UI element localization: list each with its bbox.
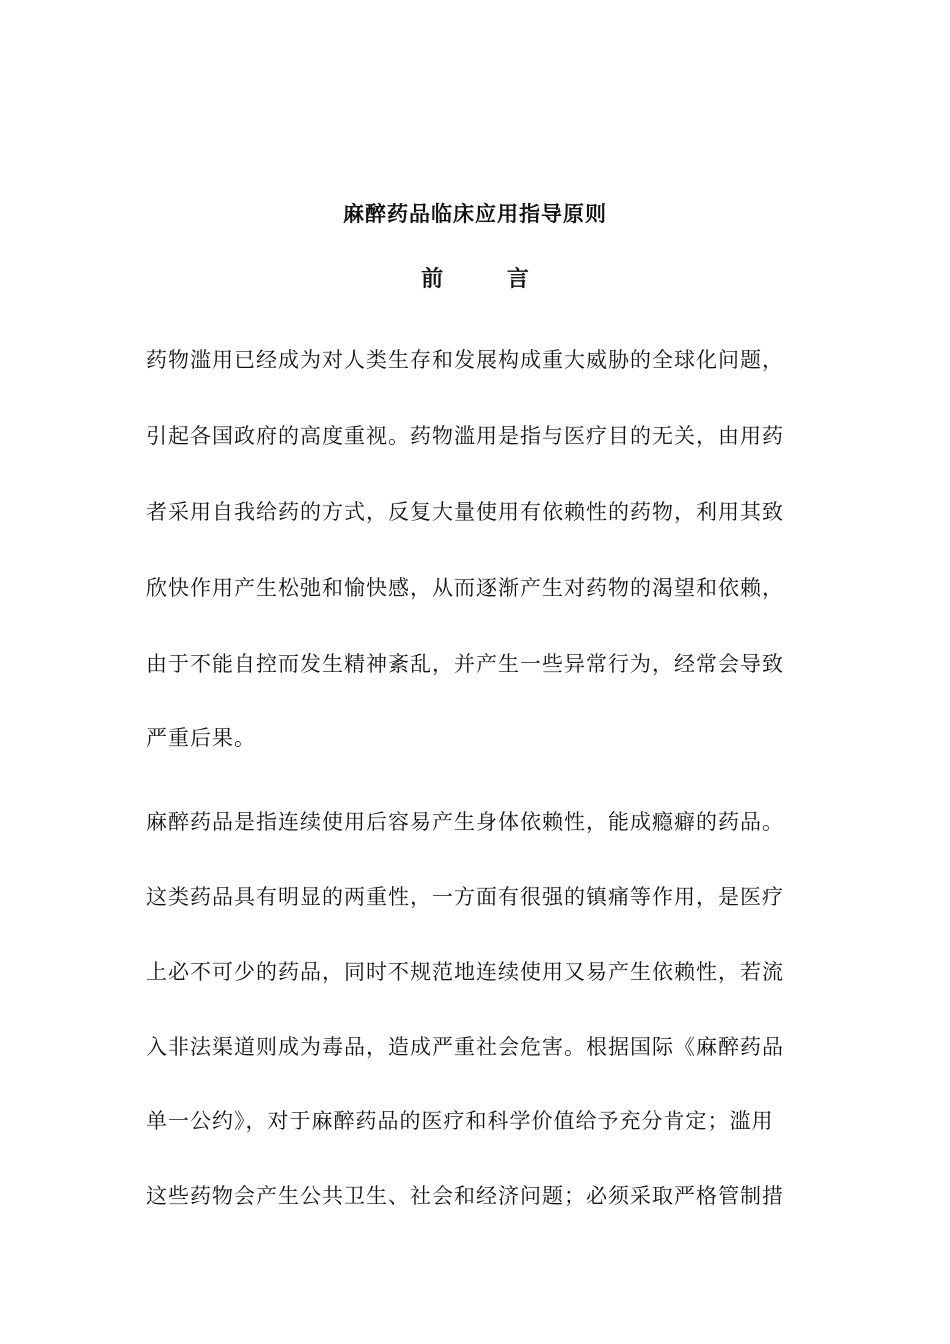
- paragraph-2-line-1: 麻醉药品是指连续使用后容易产生身体依赖性，能成瘾癖的药品。: [146, 810, 784, 834]
- paragraph-1-line-5: 由于不能自控而发生精神紊乱，并产生一些异常行为，经常会导致: [146, 652, 784, 676]
- paragraph-2-line-5: 单一公约》，对于麻醉药品的医疗和科学价值给予充分肯定；滥用: [146, 1109, 774, 1133]
- paragraph-1-line-2: 引起各国政府的高度重视。药物滥用是指与医疗目的无关，由用药: [146, 424, 784, 448]
- paragraph-1-line-6: 严重后果。: [146, 726, 256, 750]
- paragraph-2-line-4: 入非法渠道则成为毒品，造成严重社会危害。根据国际《麻醉药品: [146, 1035, 784, 1059]
- paragraph-2-line-6: 这些药物会产生公共卫生、社会和经济问题；必须采取严格管制措: [146, 1184, 784, 1208]
- section-heading: 前 言: [421, 267, 557, 292]
- paragraph-2-line-3: 上必不可少的药品，同时不规范地连续使用又易产生依赖性，若流: [146, 960, 784, 984]
- paragraph-1-line-4: 欣快作用产生松弛和愉快感，从而逐渐产生对药物的渴望和依赖，: [146, 576, 784, 600]
- paragraph-1-line-1: 药物滥用已经成为对人类生存和发展构成重大威胁的全球化问题，: [146, 348, 784, 372]
- document-title: 麻醉药品临床应用指导原则: [343, 202, 607, 226]
- paragraph-2-line-2: 这类药品具有明显的两重性，一方面有很强的镇痛等作用，是医疗: [146, 885, 784, 909]
- paragraph-1-line-3: 者采用自我给药的方式，反复大量使用有依赖性的药物，利用其致: [146, 500, 784, 524]
